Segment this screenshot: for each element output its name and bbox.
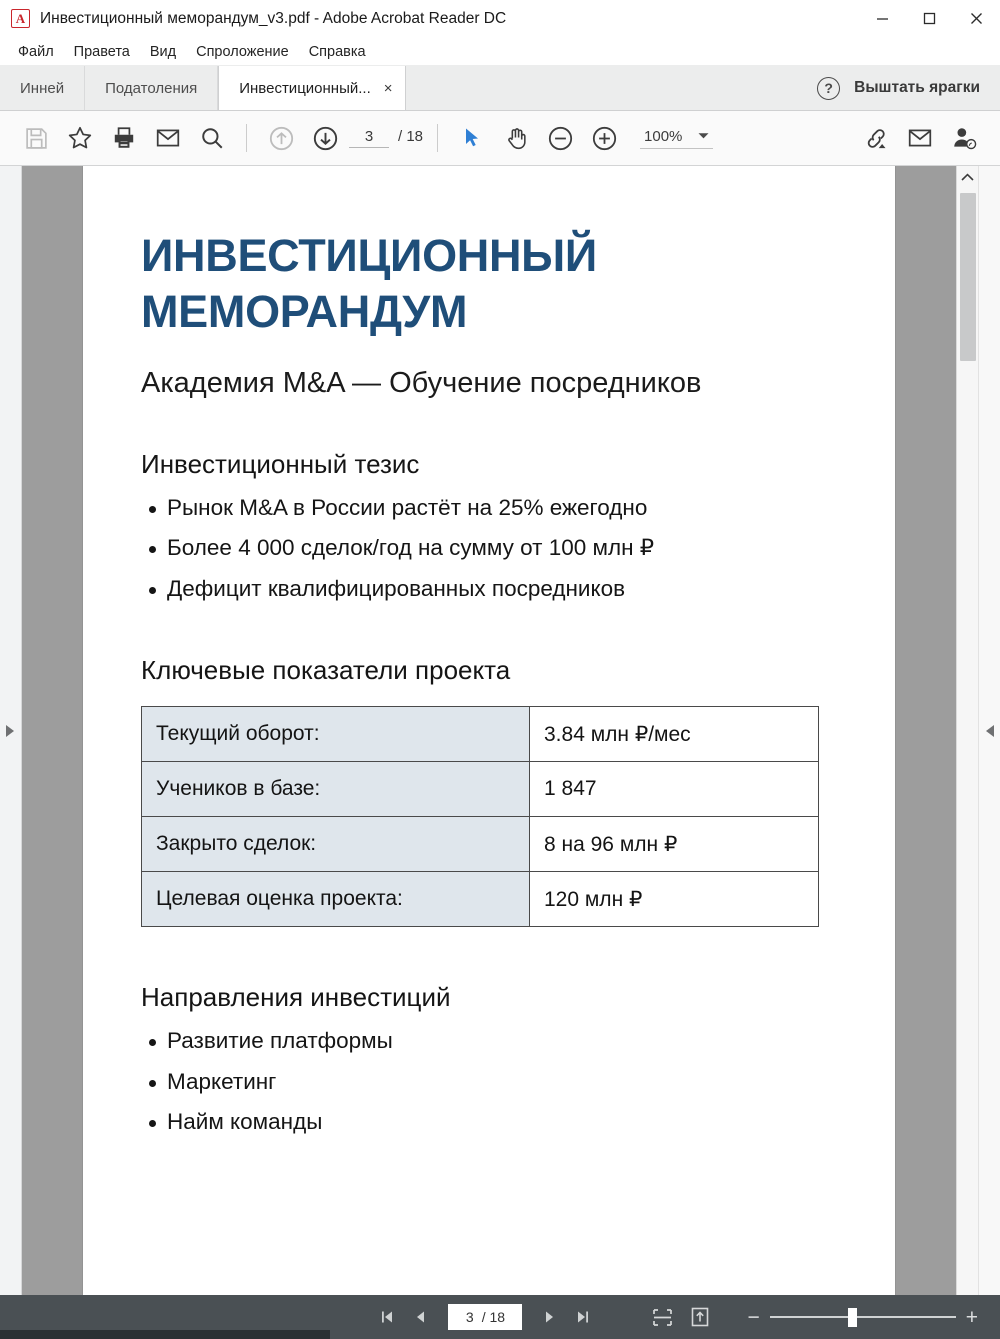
status-page-input[interactable]	[448, 1304, 522, 1330]
table-cell-value: 3.84 млн ₽/мес	[530, 707, 819, 762]
save-icon[interactable]	[14, 116, 58, 160]
print-icon[interactable]	[102, 116, 146, 160]
status-page-current: 3	[465, 1309, 474, 1325]
toolbar-divider-2	[437, 124, 438, 152]
kpi-table	[141, 706, 819, 927]
toolbar-divider	[246, 124, 247, 152]
tab-bar	[0, 65, 1000, 111]
star-icon[interactable]	[58, 116, 102, 160]
document-area	[0, 166, 1000, 1295]
tab-tools[interactable]	[85, 66, 218, 110]
investments-heading: Направления инвестиций	[141, 982, 451, 1013]
email-icon[interactable]	[146, 116, 190, 160]
table-row	[142, 872, 819, 927]
left-navigation-rail[interactable]	[0, 166, 22, 1295]
status-bar	[0, 1295, 1000, 1339]
menu-item-file[interactable]: Файл	[18, 43, 54, 60]
title-bar-left	[0, 9, 859, 28]
kpi-heading: Ключевые показатели проекта	[141, 655, 511, 686]
zoom-slider[interactable]	[770, 1307, 956, 1327]
page-navigation	[372, 1302, 598, 1332]
zoom-slider-track	[770, 1316, 956, 1318]
table-cell-key: Учеников в базе:	[142, 762, 530, 817]
menu-item-help[interactable]: Справка	[308, 43, 366, 60]
view-mode-tools	[652, 1307, 709, 1327]
list-item: Найм команды	[141, 1111, 837, 1134]
thesis-heading: Инвестиционный тезис	[141, 448, 420, 479]
zoom-slider-control	[747, 1307, 978, 1328]
prev-page-icon[interactable]	[406, 1302, 436, 1332]
document-title: ИНВЕСТИЦИОННЫЙ МЕМОРАНДУМ	[141, 230, 597, 337]
table-cell-value: 8 на 96 млн ₽	[530, 817, 819, 872]
menu-item-view[interactable]: Вид	[149, 43, 177, 60]
zoom-out-button[interactable]: −	[747, 1305, 760, 1329]
table-cell-key: Целевая оценка проекта:	[142, 872, 530, 927]
tab-home-label: Инней	[20, 79, 65, 97]
main-toolbar	[0, 111, 1000, 166]
tab-tools-label: Податоления	[105, 79, 198, 97]
table-cell-key: Закрыто сделок:	[142, 817, 530, 872]
cursor-arrow-icon[interactable]	[450, 116, 494, 160]
zoom-level-value: 100%	[644, 127, 683, 145]
list-item: Более 4 000 сделок/год на сумму от 100 млн ₽	[141, 537, 837, 560]
kpi-table-wrapper	[141, 706, 837, 927]
email-icon[interactable]	[898, 116, 942, 160]
arrow-up-circle-icon[interactable]	[259, 116, 303, 160]
acrobat-logo-icon	[11, 9, 30, 28]
toolbar-page-field	[349, 128, 423, 148]
document-scroll-container[interactable]	[22, 166, 956, 1295]
pdf-page	[83, 166, 895, 1295]
list-item: Маркетинг	[141, 1071, 837, 1094]
tab-close-icon[interactable]: ×	[383, 79, 393, 97]
pdf-page-content	[83, 228, 895, 1134]
list-item: Дефицит квалифицированных посредников	[141, 578, 837, 601]
table-cell-value: 120 млн ₽	[530, 872, 819, 927]
arrow-down-circle-icon[interactable]	[303, 116, 347, 160]
table-row	[142, 817, 819, 872]
hand-icon[interactable]	[494, 116, 538, 160]
thesis-bullet-list	[141, 494, 837, 601]
page-number-input[interactable]: 3	[349, 128, 389, 148]
link-attach-icon[interactable]	[854, 116, 898, 160]
taskbar-strip	[0, 1330, 330, 1339]
zoom-in-button[interactable]: +	[965, 1305, 978, 1329]
minimize-icon[interactable]	[859, 0, 906, 38]
table-cell-value: 1 847	[530, 762, 819, 817]
list-item: Рынок M&A в России растёт на 25% ежегодно	[141, 497, 837, 520]
page-total-label: / 18	[398, 128, 424, 145]
zoom-level-control[interactable]	[640, 127, 713, 149]
minus-circle-icon[interactable]	[538, 116, 582, 160]
scrollbar-thumb[interactable]	[960, 193, 976, 361]
menu-item-application[interactable]: Спроложение	[196, 43, 289, 60]
tab-home[interactable]	[0, 66, 85, 110]
chevron-up-icon[interactable]	[957, 166, 978, 188]
chevron-down-icon[interactable]	[698, 127, 709, 145]
table-row	[142, 707, 819, 762]
tab-bar-right	[817, 66, 1000, 110]
window-title: Инвестиционный меморандум_v3.pdf - Adobe Acrobat Reader DC	[40, 9, 507, 27]
investments-bullet-list	[141, 1030, 837, 1134]
first-page-icon[interactable]	[372, 1302, 402, 1332]
maximize-icon[interactable]	[906, 0, 953, 38]
menu-item-edit[interactable]: Правета	[73, 43, 130, 60]
zoom-slider-handle[interactable]	[848, 1308, 857, 1327]
help-icon[interactable]: ?	[817, 77, 840, 100]
next-page-icon[interactable]	[534, 1302, 564, 1332]
title-bar	[0, 0, 1000, 38]
tab-document[interactable]	[218, 66, 405, 110]
close-icon[interactable]	[953, 0, 1000, 38]
menu-bar	[0, 38, 1000, 65]
table-row	[142, 762, 819, 817]
table-cell-key: Текущий оборот:	[142, 707, 530, 762]
expand-right-triangle-icon[interactable]	[6, 725, 14, 737]
list-item: Развитие платформы	[141, 1030, 837, 1053]
status-page-total: / 18	[481, 1309, 506, 1325]
plus-circle-icon[interactable]	[582, 116, 626, 160]
window-controls	[859, 0, 1000, 38]
person-sign-icon[interactable]	[942, 116, 986, 160]
document-subtitle: Академия M&A — Обучение посредников	[141, 366, 702, 399]
last-page-icon[interactable]	[568, 1302, 598, 1332]
tab-document-label: Инвестиционный...	[239, 79, 371, 97]
tools-panel-button[interactable]: Выштать ярагки	[854, 79, 980, 96]
search-icon[interactable]	[190, 116, 234, 160]
fit-page-icon[interactable]	[652, 1308, 673, 1327]
right-panel-rail[interactable]	[978, 166, 1000, 1295]
scroll-mode-icon[interactable]	[691, 1307, 709, 1327]
vertical-scrollbar[interactable]	[956, 166, 978, 1295]
expand-left-triangle-icon[interactable]	[986, 725, 994, 737]
